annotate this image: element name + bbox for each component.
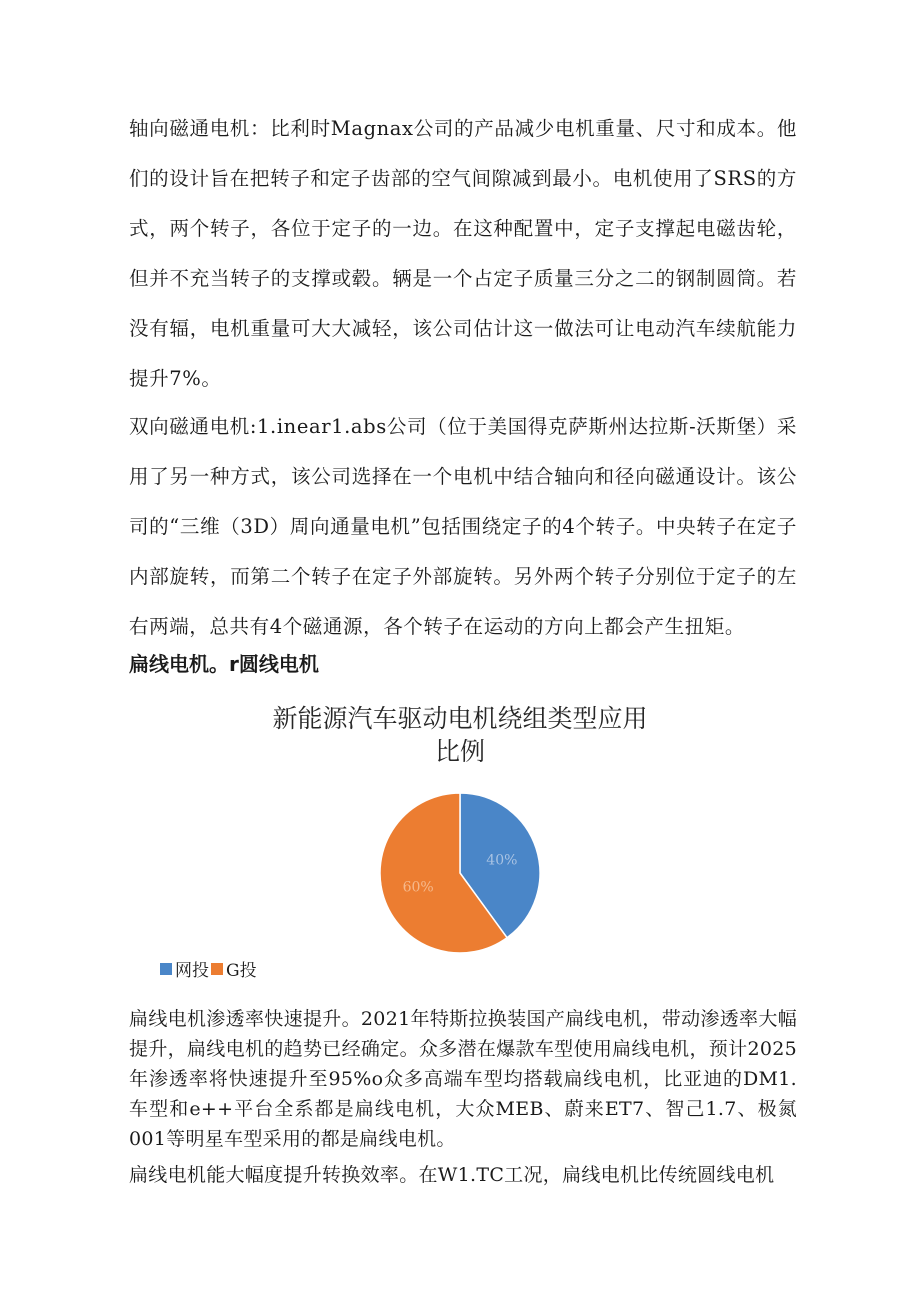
pie-data-label-2: 60% bbox=[402, 879, 434, 896]
pie-data-label-1: 40% bbox=[486, 852, 518, 869]
chart-title-line1: 新能源汽车驱动电机绕组类型应用 bbox=[272, 704, 648, 733]
paragraph-penetration: 扁线电机渗透率快速提升。2021年特斯拉换装国产扁线电机，带动渗透率大幅提升，扁线电机的趋势已经确定。众多潜在爆款车型使用扁线电机，预计2025年渗透率将快速提升至95%o众多高端车型均搭载扁线电机，比亚迪的DM1.车型和e++平台全系都是扁线电机，大众MEB、蔚来ET7、智己1.7、极氮001等明星车型采用的都是扁线电机。 bbox=[129, 1008, 797, 1150]
chart-legend bbox=[160, 956, 259, 981]
legend-label-series-1: 网投 bbox=[175, 961, 209, 981]
pie-chart bbox=[375, 788, 545, 958]
section-heading: 扁线电机。r圆线电机 bbox=[129, 652, 319, 676]
paragraph-dual-flux: 双向磁通电机:1.inear1.abs公司（位于美国得克萨斯州达拉斯-沃斯堡）采用了另一种方式，该公司选择在一个电机中结合轴向和径向磁通设计。该公司的“三维（3D）周向通量电机”包括围绕定子的4个转子。中央转子在定子内部旋转，而第二个转子在定子外部旋转。另外两个转子分别位于定子的左右两端，总共有4个磁通源，各个转子在运动的方向上都会产生扭矩。 bbox=[129, 415, 797, 638]
paragraph-efficiency: 扁线电机能大幅度提升转换效率。在W1.TC工况，扁线电机比传统圆线电机 bbox=[129, 1164, 775, 1186]
paragraph-axial-flux: 轴向磁通电机：比利时Magnax公司的产品减少电机重量、尺寸和成本。他们的设计旨在把转子和定子齿部的空气间隙减到最小。电机使用了SRS的方式，两个转子，各位于定子的一边。在这种配置中，定子支撑起电磁齿轮，但并不充当转子的支撑或毂。辆是一个占定子质量三分之二的钢制圆筒。若没有辐，电机重量可大大减轻，该公司估计这一做法可让电动汽车续航能力提升7%。 bbox=[129, 117, 797, 390]
legend-label-series-2: G投 bbox=[226, 961, 257, 981]
chart-title-line2: 比例 bbox=[434, 737, 485, 766]
legend-swatch-series-1 bbox=[160, 963, 172, 975]
legend-swatch-series-2 bbox=[211, 963, 223, 975]
chart-title bbox=[200, 702, 720, 768]
